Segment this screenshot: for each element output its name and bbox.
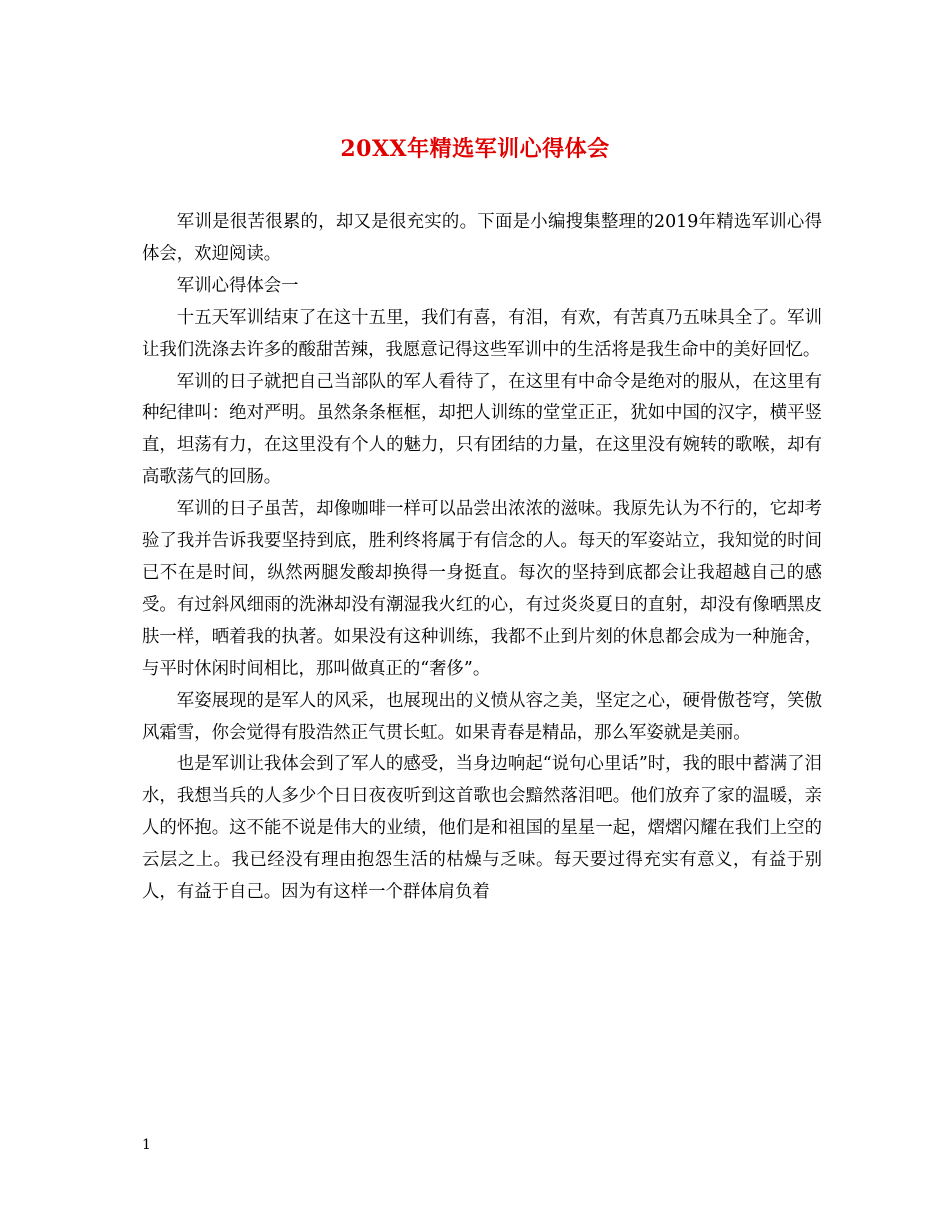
section-heading: 军训心得体会一 [176,275,299,296]
document-title: 20XX年精选军训心得体会 [340,136,610,162]
document-body [142,207,822,909]
paragraph: 十五天军训结束了在这十五里，我们有喜，有泪，有欢，有苦真乃五味具全了。军训让我们洗涤去许多的酸甜苦辣，我愿意记得这些军训中的生活将是我生命中的美好回忆。 [142,307,822,360]
paragraph-intro: 军训是很苦很累的，却又是很充实的。下面是小编搜集整理的2019年精选军训心得体会，欢迎阅读。 [142,212,822,264]
paragraph: 军训的日子就把自己当部队的军人看待了，在这里有中命令是绝对的服从，在这里有种纪律叫：绝对严明。虽然条条框框，却把人训练的堂堂正正，犹如中国的汉字，横平竖直，坦荡有力，在这里没有个人的魅力，只有团结的力量，在这里没有婉转的歌喉，却有高歌荡气的回肠。 [142,371,822,488]
paragraph: 军训的日子虽苦，却像咖啡一样可以品尝出浓浓的滋味。我原先认为不行的，它却考验了我并告诉我要坚持到底，胜利终将属于有信念的人。每天的军姿站立，我知觉的时间已不在是时间，纵然两腿发酸却换得一身挺直。每次的坚持到底都会让我超越自己的感受。有过斜风细雨的洗淋却没有潮湿我火红的心，有过炎炎夏日的直射，却没有像晒黑皮肤一样，晒着我的执著。如果没有这种训练，我都不止到片刻的休息都会成为一种施舍，与平时休闲时间相比，那叫做真正的“奢侈”。 [142,499,822,679]
paragraph: 军姿展现的是军人的风采，也展现出的义愤从容之美，坚定之心，硬骨傲苍穹，笑傲风霜雪，你会觉得有股浩然正气贯长虹。如果青春是精品，那么军姿就是美丽。 [142,690,822,743]
page-number: 1 [142,1137,151,1153]
paragraph: 也是军训让我体会到了军人的感受，当身边响起“说句心里话”时，我的眼中蓄满了泪水，我想当兵的人多少个日日夜夜听到这首歌也会黯然落泪吧。他们放弃了家的温暖，亲人的怀抱。这不能不说是伟大的业绩，他们是和祖国的星星一起，熠熠闪耀在我们上空的云层之上。我已经没有理由抱怨生活的枯燥与乏味。每天要过得充实有意义，有益于别人，有益于自己。因为有这样一个群体肩负着 [142,754,822,903]
